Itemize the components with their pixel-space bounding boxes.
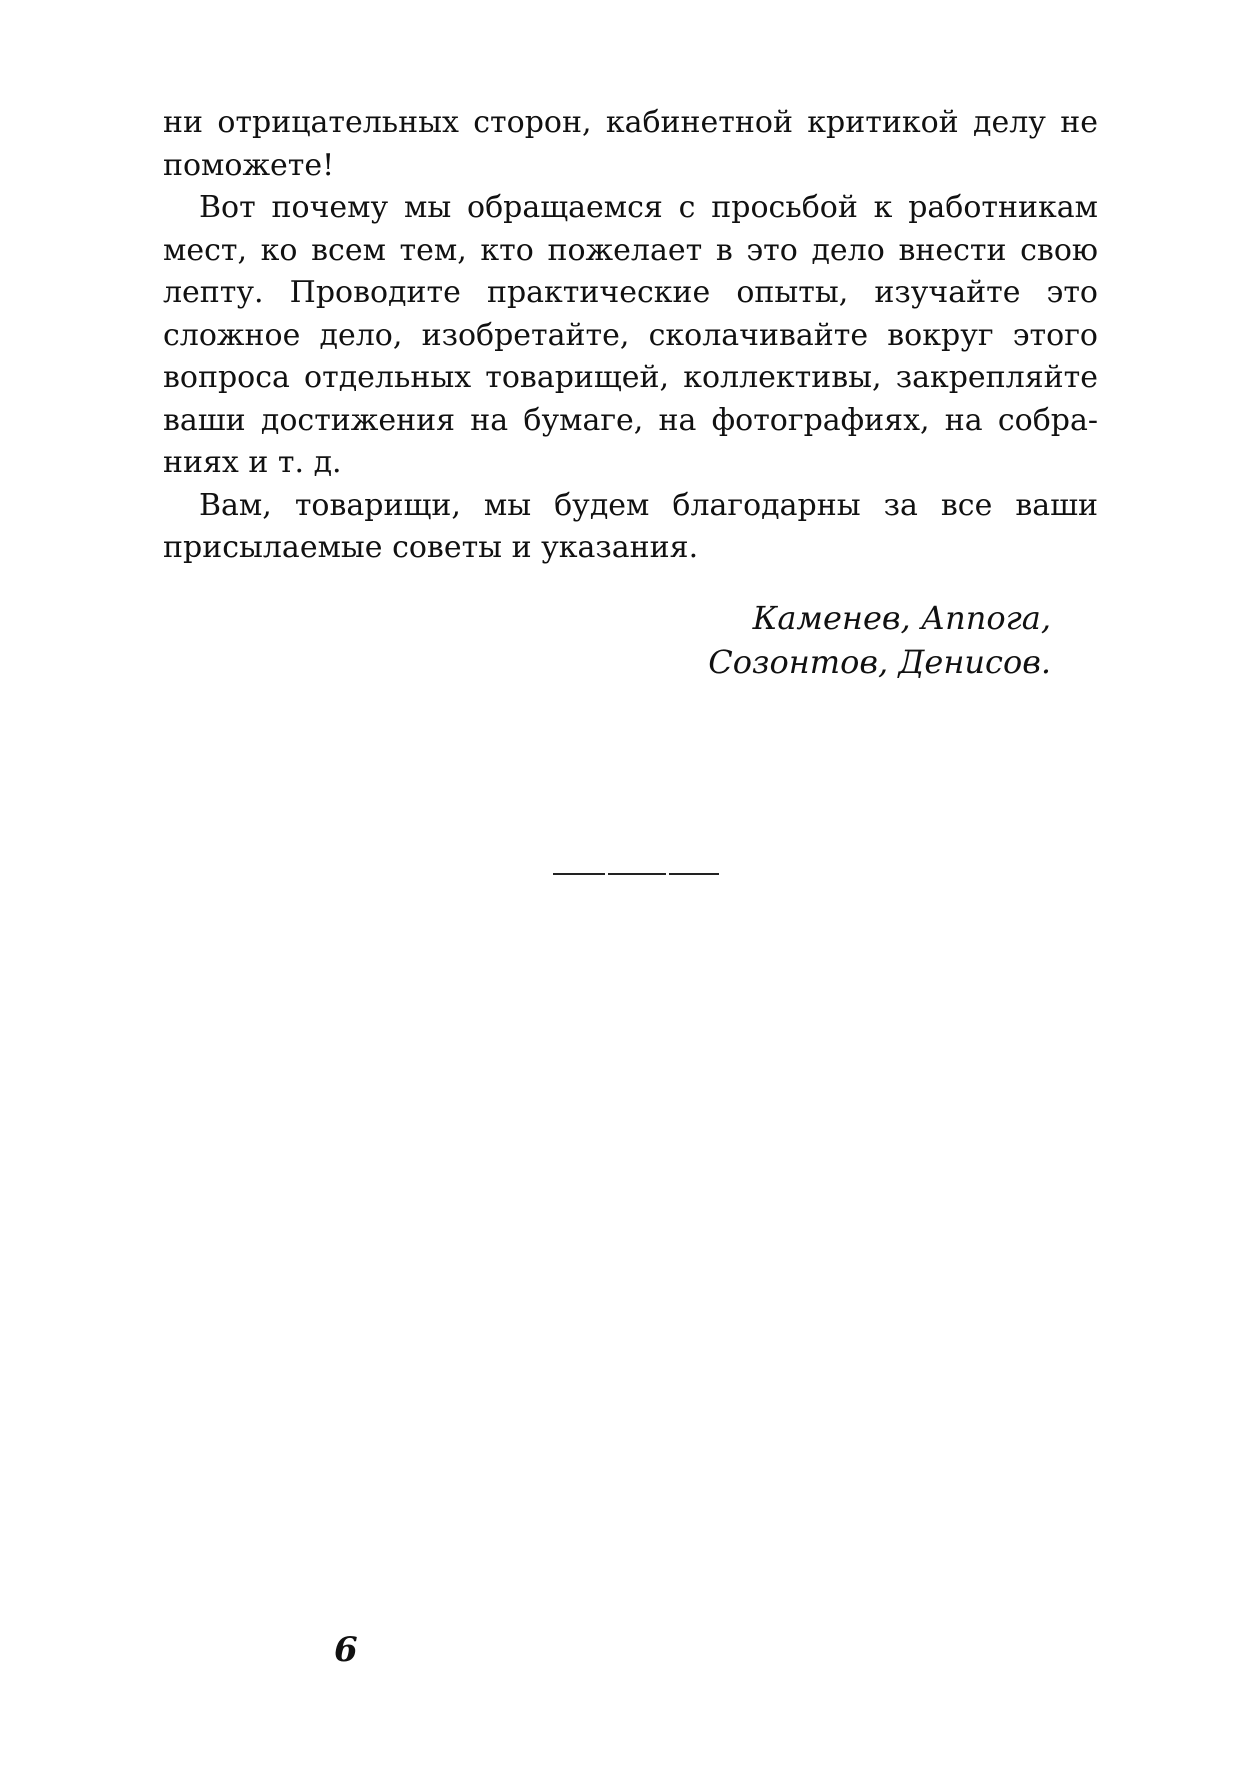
text-line: присылаемые советы и указания.	[163, 530, 699, 565]
page-number: 6	[334, 1630, 358, 1670]
section-divider	[553, 873, 719, 875]
signature-line-1: Каменев, Аппога,	[752, 599, 1051, 637]
paragraph-3	[163, 485, 1098, 570]
text-line: сложное дело, изобретайте, сколачивайте вокруг этого	[163, 317, 1098, 353]
text-line: поможете!	[163, 147, 335, 183]
text-line: мест, ко всем тем, кто пожелает в это дело внести свою	[163, 232, 1098, 268]
text-line: вопроса отдельных товарищей, коллективы, закрепляйте	[163, 360, 1098, 395]
text-line: ни отрицательных сторон, кабинетной критикой делу не	[163, 105, 1098, 140]
text-line: лепту. Проводите практические опыты, изучайте это	[163, 275, 1098, 310]
text-line: Вот почему мы обращаемся с просьбой к работникам	[199, 190, 1098, 225]
body-text	[163, 102, 1098, 570]
paragraph-1	[163, 102, 1098, 187]
signature-block	[708, 596, 1051, 684]
text-line: Вам, товарищи, мы будем благодарны за все ваши	[199, 487, 1098, 523]
text-line: ваши достижения на бумаге, на фотографиях, на собра-	[163, 402, 1098, 438]
paragraph-2	[163, 187, 1098, 485]
signature-line-2: Созонтов, Денисов.	[708, 643, 1051, 681]
text-line: ниях и т. д.	[163, 445, 342, 480]
